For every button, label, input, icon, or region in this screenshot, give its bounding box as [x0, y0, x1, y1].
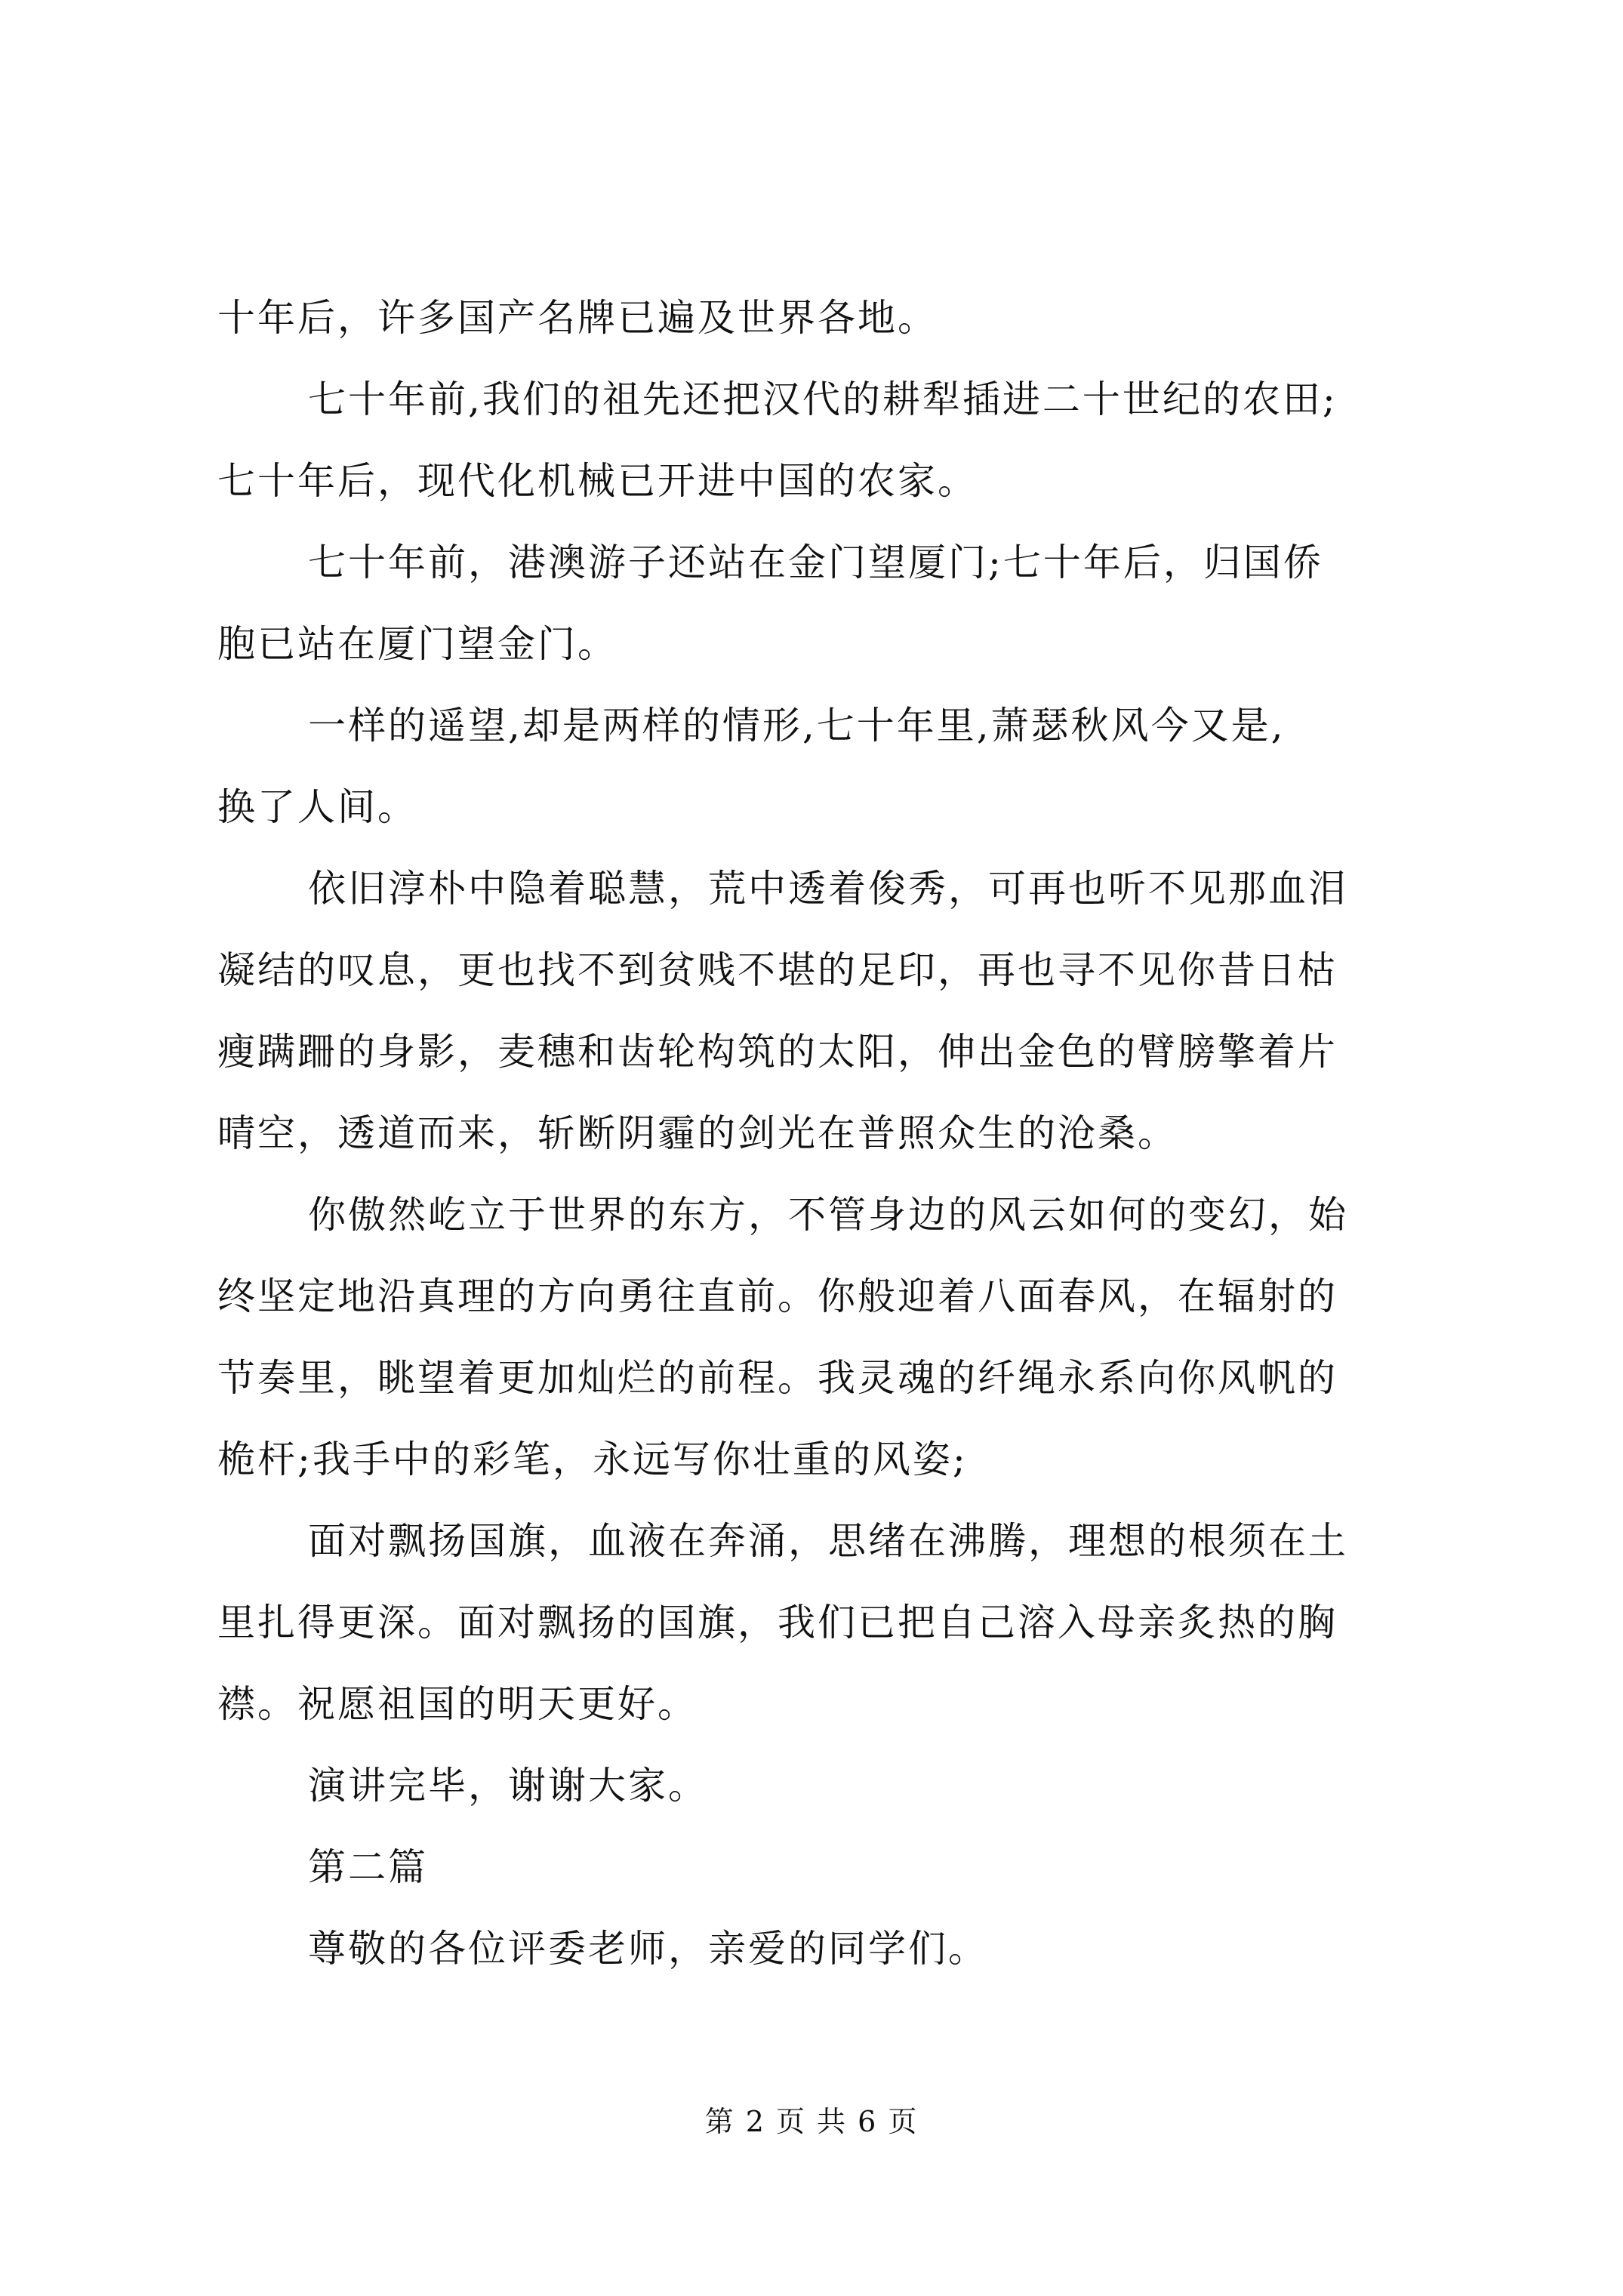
text-line: 你傲然屹立于世界的东方，不管身边的风云如何的变幻，始 — [308, 1193, 1348, 1237]
text-line: 十年后，许多国产名牌已遍及世界各地。 — [217, 296, 938, 340]
text-line: 演讲完毕，谢谢大家。 — [308, 1764, 708, 1808]
text-line: 里扎得更深。面对飘扬的国旗，我们已把自己溶入母亲炙热的胸 — [217, 1601, 1338, 1644]
text-line: 换了人间。 — [217, 785, 417, 829]
text-line: 瘦蹒跚的身影，麦穗和齿轮构筑的太阳，伸出金色的臂膀擎着片 — [217, 1030, 1338, 1074]
page-number-footer: 第 2 页 共 6 页 — [704, 2105, 919, 2138]
text-line: 晴空，透道而来，斩断阴霾的剑光在普照众生的沧桑。 — [217, 1111, 1178, 1155]
text-line: 七十年前,我们的祖先还把汉代的耕犁插进二十世纪的农田; — [308, 378, 1338, 421]
text-line: 凝结的叹息，更也找不到贫贱不堪的足印，再也寻不见你昔日枯 — [217, 948, 1338, 992]
text-line: 面对飘扬国旗，血液在奔涌，思绪在沸腾，理想的根须在土 — [308, 1519, 1348, 1563]
section-heading: 第二篇 — [308, 1845, 428, 1889]
text-line: 胞已站在厦门望金门。 — [217, 622, 617, 666]
text-line: 七十年前，港澳游子还站在金门望厦门;七十年后，归国侨 — [308, 541, 1323, 584]
text-line: 七十年后，现代化机械已开进中国的农家。 — [217, 459, 978, 503]
text-line: 一样的遥望,却是两样的情形,七十年里,萧瑟秋风今又是, — [308, 704, 1286, 747]
text-line: 桅杆;我手中的彩笔，永远写你壮重的风姿; — [217, 1438, 968, 1481]
text-line: 尊敬的各位评委老师，亲爱的同学们。 — [308, 1927, 988, 1971]
text-line: 依旧淳朴中隐着聪慧，荒中透着俊秀，可再也听不见那血泪 — [308, 867, 1348, 911]
text-line: 襟。祝愿祖国的明天更好。 — [217, 1682, 698, 1726]
text-line: 节奏里，眺望着更加灿烂的前程。我灵魂的纤绳永系向你风帆的 — [217, 1356, 1338, 1400]
text-line: 终坚定地沿真理的方向勇往直前。你般迎着八面春风，在辐射的 — [217, 1274, 1338, 1318]
